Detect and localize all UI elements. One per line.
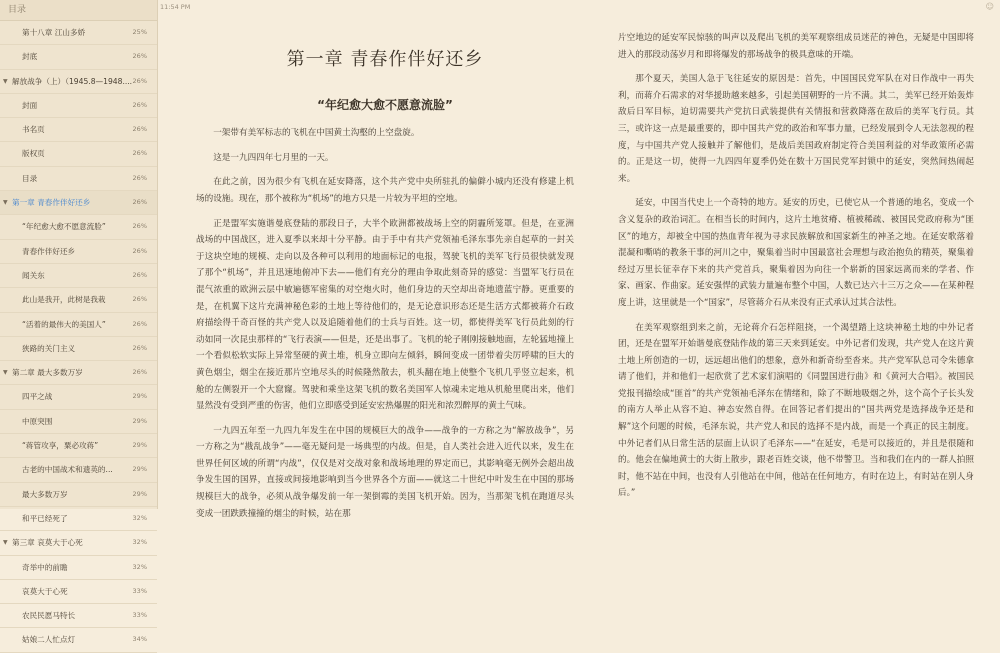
toc-item-label: 青春作伴好还乡 [22, 246, 76, 256]
toc-item[interactable] [0, 361, 157, 385]
toc-item-label: 此山是我开，此树是我栽 [22, 295, 106, 305]
toc-item-percent: 26% [132, 52, 147, 61]
toc-item-percent: 26% [132, 222, 147, 231]
left-page [196, 0, 574, 519]
paragraph: 片空地边的延安军民惊骇的叫声以及爬出飞机的美军观察组成员迷茫的神色，无疑是中国即将进入的那段动荡岁月和即将爆发的那场战争的极具意味的开端。 [618, 33, 974, 60]
toc-item-label: 目录 [22, 173, 38, 183]
paragraph: 这是一九四四年七月里的一天。 [213, 152, 334, 163]
toc-item-label: 农民民愿马特长 [22, 611, 76, 621]
toc-item[interactable] [0, 556, 157, 580]
status-time: 11:54 PM [160, 3, 191, 11]
toc-item[interactable] [0, 215, 157, 239]
caret-down-icon[interactable]: ▼ [3, 77, 8, 85]
toc-item[interactable] [0, 191, 157, 215]
toc-item-percent: 26% [132, 319, 147, 328]
toc-item-label: “蒋管攻享，粟必攻蒋” [22, 441, 99, 451]
toc-item[interactable] [0, 70, 157, 94]
toc-sidebar [0, 0, 158, 645]
toc-item-label: 封底 [22, 52, 38, 62]
toc-item-percent: 26% [132, 76, 147, 85]
toc-item-label: 闻关东 [22, 270, 45, 280]
toc-item-percent: 34% [132, 635, 147, 644]
toc-item[interactable] [0, 483, 157, 507]
toc-item-label: 第十八章 江山多娇 [22, 28, 86, 37]
toc-item[interactable] [0, 604, 157, 628]
section-title: “年纪愈大愈不愿意流脸” [317, 97, 453, 112]
caret-down-icon[interactable]: ▼ [3, 369, 8, 377]
toc-item[interactable] [0, 628, 157, 652]
toc-item-percent: 26% [132, 368, 147, 377]
toc-item[interactable] [0, 142, 157, 166]
toc-item-percent: 33% [132, 586, 147, 595]
toc-item-percent: 25% [132, 28, 147, 36]
toc-item-percent: 32% [132, 538, 147, 547]
toc-item-label: 奇举中的前瞻 [22, 562, 68, 572]
toc-item-label: 和平已经死了 [22, 513, 68, 523]
paragraph: 一九四五年至一九四九年发生在中国的规模巨大的战争——战争的一方称之为“解放战争”，另一方称之为“戡乱战争”——毫无疑问是一场典型的内战。但是，自人类社会进入近代以来，发生在世界任何区域的所谓“内战”，仅仅是对交战对象和战场地理的界定而已，其影响毫无例外会超出战争发生国的国界，直接或间接地影响到当今世界各个方面——就这二十世纪中叶发生在中国的那场规模巨大的战争，必须从战争爆发前一年一架倒霉的美国飞机开始。因为，当那架飞机在跑道尽头变成一团跌跌撞撞的烟尘的时候，站在那 [196, 425, 574, 519]
toc-item-label: 第三章 哀莫大于心死 [12, 538, 83, 548]
toc-item-percent: 29% [132, 392, 147, 401]
paragraph: 一架带有美军标志的飞机在中国黄土沟壑的上空盘旋。 [213, 128, 420, 139]
toc-item-label: “活着的最伟大的美国人” [22, 319, 106, 329]
toc-item-label: 姑娘二人忙点灯 [22, 635, 76, 645]
toc-item[interactable] [0, 458, 157, 482]
toc-item-label: 四平之战 [22, 392, 53, 402]
toc-item[interactable] [0, 288, 157, 312]
toc-item-label: 解放战争（上）（1945.8—1948.... [12, 76, 133, 86]
toc-item-label: 中原突围 [22, 416, 53, 426]
toc-item-label: 狭路的关门主义 [22, 343, 76, 353]
toc-item[interactable] [0, 410, 157, 434]
toc-item[interactable] [0, 580, 157, 604]
toc-item[interactable] [0, 264, 157, 288]
toc-item-percent: 26% [132, 343, 147, 352]
toc-item-percent: 29% [132, 441, 147, 450]
toc-item-label: 第二章 最大多数万岁 [12, 368, 83, 378]
toc-item[interactable] [0, 94, 157, 118]
toc-item-percent: 29% [132, 465, 147, 474]
toc-item[interactable] [0, 240, 157, 264]
toc-item-label: 古老的中国战术和遗英的... [22, 465, 113, 475]
toc-item[interactable] [0, 507, 157, 531]
toc-item-label: 版权页 [22, 149, 45, 159]
chapter-title: 第一章 青春作伴好还乡 [286, 49, 484, 70]
toc-item[interactable] [0, 313, 157, 337]
paragraph: 那个夏天，美国人急于飞往延安的原因是：首先，中国国民党军队在对日作战中一再失利，而蒋介石需求的对华援助越来越多，引起美国朝野的一片不满。其二，美军已经开始轰炸敌后日军目标，迫切需要共产党抗日武装提供有关情报和营救降落在敌后的美军飞行员。其三，或许这一点是最重要的，即中国共产党的政治和军事力量，已经发展到令人无法忽视的程度，与中国共产党人接触并了解他们，是战后美国政府制定符合美国利益的对华政策所必需的。正是这一切，使得一九四四年夏季仍处在数十万国民党军封锁中的延安，突然间热闹起来。 [618, 74, 974, 184]
caret-down-icon[interactable]: ▼ [3, 539, 8, 547]
toc-item-label: 最大多数万岁 [22, 489, 68, 499]
toc-item-percent: 33% [132, 611, 147, 620]
toc-item[interactable] [0, 385, 157, 409]
toc-item-percent: 26% [132, 173, 147, 182]
toc-item[interactable] [0, 531, 157, 555]
left-page-body [196, 125, 574, 522]
toc-item-percent: 29% [132, 489, 147, 498]
corner-icon[interactable]: ☺ [985, 2, 994, 11]
toc-item-percent: 26% [132, 295, 147, 304]
toc-item-percent: 26% [132, 198, 147, 207]
paragraph: 在美军观察组到来之前，无论蒋介石怎样阻挠，一个渴望踏上这块神秘土地的中外记者团，还是在盟军开始谐曼底登陆作战的第三天来到延安。中外记者们发现，共产党人在这片黄土地上所创造的一切，远远超出他们的想象，意外和新奇纷至沓来。共产党军队总司令朱德拿请了他们，并和他们一起欣赏了艺术家们演唱的《同盟国进行曲》和《黄河大合唱》。被国民党报刊描绘成“匪首”的共产党领袖毛泽东在情绪和，除了不断地吸烟之外，这个高个子长头发的南方人举止从容不迫、神态安然自得。在回答记者们提出的“国共两党是选择战争还是和解”这个问题的时候，毛泽东说，共产党人和民的选择不是内战，而是一个真正的民主制度。中外记者们从日常生活的层面上认识了毛泽东——“在延安，毛是可以接近的，并且是很随和的。他会在偏地黄士的大街上散步，跟老百姓交谈，他不带警卫。当和我们在内的一群人拍照时，他不站在中间，也没有人引他站在中间，他站在任何地方，有时在边上，有时站在别人身后。” [618, 322, 974, 499]
toc-item[interactable] [0, 337, 157, 361]
toc-item[interactable] [0, 45, 157, 69]
toc-item-label: 书名页 [22, 125, 45, 135]
paragraph: 在此之前，因为很少有飞机在延安降落，这个共产党中央所驻扎的偏僻小城内还没有修建上机场的设施。现在，那个被称为“机场”的地方只是一片较为平坦的空地。 [196, 177, 574, 204]
toc-item[interactable] [0, 118, 157, 142]
right-page [618, 0, 974, 509]
caret-down-icon[interactable]: ▼ [3, 199, 8, 207]
toc-item-label: “年纪愈大愈不愿意流脸” [22, 222, 106, 232]
toc-list [0, 21, 157, 653]
toc-item-percent: 26% [132, 100, 147, 109]
toc-item[interactable] [0, 167, 157, 191]
right-page-body [618, 30, 974, 502]
toc-item-percent: 26% [132, 270, 147, 279]
toc-item-percent: 26% [132, 246, 147, 255]
toc-item-percent: 26% [132, 149, 147, 158]
toc-item-percent: 32% [132, 513, 147, 522]
toc-item-percent: 29% [132, 416, 147, 425]
toc-item[interactable] [0, 434, 157, 458]
toc-item-label: 哀莫大于心死 [22, 586, 68, 596]
toc-item-percent: 32% [132, 562, 147, 571]
toc-item-percent: 26% [132, 125, 147, 134]
paragraph: 正是盟军实施谐曼底登陆的那段日子，大半个欧洲都被战场上空的阴霾所笼罩。但是，在亚洲战场的中国战区，进入夏季以来却十分平静。由于手中有共产党领袖毛泽东事先亲自起草的一封关于这块空地的规模、走向以及各种可以利用的地面标记的电报，驾驶飞机的美军飞行员很快就发现了那个“机场”，并且迅速地俯冲下去——他们有充分的理由争取此刻奇异的感觉：当盟军飞行员在混气浓重的欧洲云层中敏遍德军密集的对空炮火时，他们身边的天空却出奇地遗蓝宁静。更重要的是，在机翼下这片充满神秘色彩的土地上等待他们的，是无论意识形态还是生活方式都被蒋介石政府描绘得千奇百怪的共产党人以及追随着他们的士兵与百姓。这一切，都使得美军飞行员此刻的行动如同一次昆虫那样的“飞行表演——但是，还是出事了。飞机的轮子刚刚接触地面，左轮猛地撞上一个看似松软实际上异常坚硬的黄土堆，机身立即向左倾斜，瞬间变成一团带着尖厉呼啸的巨大的黄色烟尘，烟尘在接近那片空地尽头的时候隆然散去，机头翻在地上使整个飞机几乎竖立起来，机舱的左侧裂开一个大窟窿。驾驶和乘坐这架飞机的数名美国军人惊魂未定地从机舱里爬出来，他们显然没有受到严重的伤害，他们立即感受到延安宏热爆腥的阳光和浓烈醉厚的黄土气味。 [196, 218, 574, 412]
toc-item[interactable] [0, 21, 157, 45]
toc-item-label: 封面 [22, 100, 38, 110]
paragraph: 延安，中国当代史上一个奇特的地方。延安的历史，已使它从一个普通的地名，变成一个含义复杂的政治词汇。在相当长的时间内，这片土地贫瘠、植被稀疏、被国民党政府称为“匪区”的地方，却被全中国的热血青年视为寻求民族解放和国家新生的神圣之地。在延安歌落着混凝和嘶哨的教条干事的河川之中，聚集着当时中国最富社会理想与政治抱负的精英，聚集着经过万里长征幸存下来的共产党首兵，聚集着因为向往一个崭新的国家远离而来的学者、作家、画家、作曲家。延安强悍的武装力量遍布整个中国，人数已达六十三万之众——在某种程度上讲，这里就是一个“国家”，尽管蒋介石从来没有正式承认过其合法性。 [618, 198, 974, 308]
toc-item-label: 第一章 青春作伴好还乡 [12, 198, 91, 208]
toc-header: 目录 [0, 0, 157, 21]
